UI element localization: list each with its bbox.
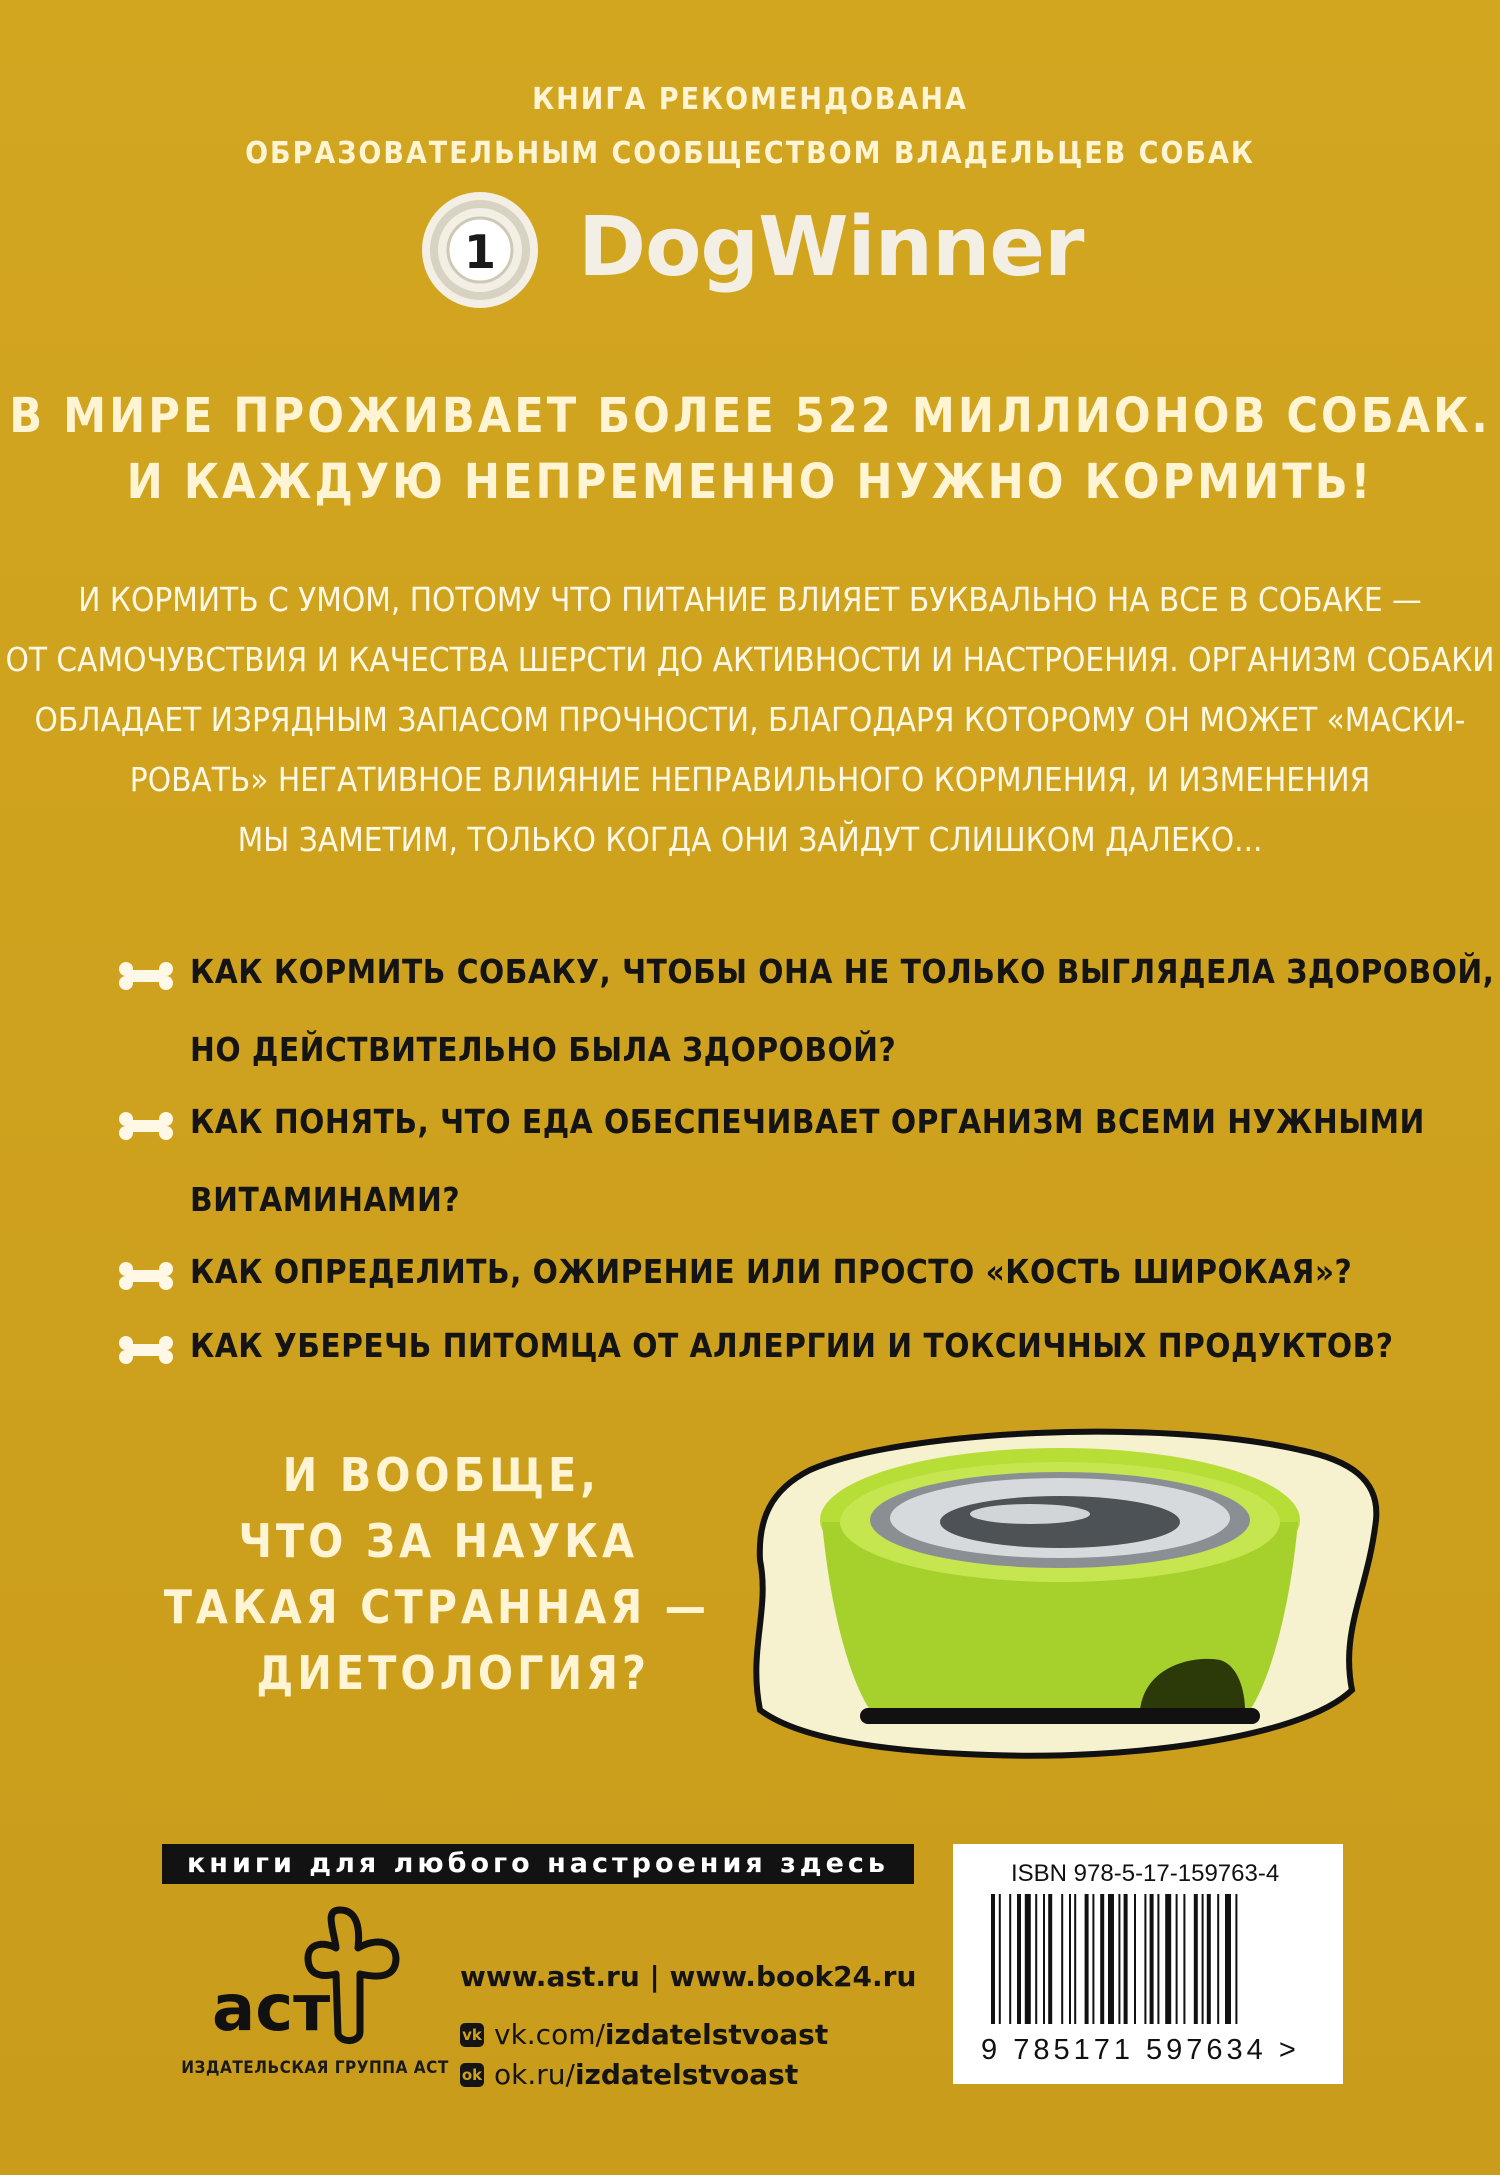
barcode-bar <box>1176 1894 1178 2024</box>
bone-icon <box>118 1112 174 1140</box>
intro-line-3: ОБЛАДАЕТ ИЗРЯДНЫМ ЗАПАСОМ ПРОЧНОСТИ, БЛАГОДАРЯ КОТОРОМУ ОН МОЖЕТ «МАСКИ- <box>34 700 1466 739</box>
bullet-3: КАК ОПРЕДЕЛИТЬ, ОЖИРЕНИЕ ИЛИ ПРОСТО «КОСТЬ ШИРОКАЯ»? <box>190 1252 1353 1291</box>
barcode-bar <box>1225 1894 1231 2024</box>
barcode-bar <box>1009 1894 1011 2024</box>
intro-line-2: ОТ САМОЧУВСТВИЯ И КАЧЕСТВА ШЕРСТИ ДО АКТИВНОСТИ И НАСТРОЕНИЯ. ОРГАНИЗМ СОБАКИ <box>5 640 1495 679</box>
barcode-bar <box>1074 1894 1076 2024</box>
vk-handle: izdatelstvoast <box>604 2018 829 2051</box>
recommendation-line-2: ОБРАЗОВАТЕЛЬНЫМ СООБЩЕСТВОМ ВЛАДЕЛЬЦЕВ СОБАК <box>245 136 1255 171</box>
recommendation-line-1: КНИГА РЕКОМЕНДОВАНА <box>532 82 968 117</box>
ean-rest-digits: 785171 597634 <box>1013 2034 1267 2066</box>
tagline-banner: книги для любого настроения здесь <box>162 1844 914 1884</box>
barcode-bar <box>1043 1894 1045 2024</box>
barcode-bar <box>991 1894 995 2024</box>
barcode-bar <box>1157 1894 1159 2024</box>
barcode-bar <box>1124 1894 1128 2024</box>
barcode-bar <box>1085 1894 1089 2024</box>
website-links[interactable]: www.ast.ru | www.book24.ru <box>460 1960 917 1993</box>
ean-digits <box>981 2034 1300 2067</box>
ok-prefix: ok.ru/ <box>494 2058 575 2091</box>
barcode-bar <box>1150 1894 1154 2024</box>
question-line-4: ДИЕТОЛОГИЯ? <box>256 1646 650 1700</box>
bone-icon <box>118 1262 174 1290</box>
barcode-bar <box>1134 1894 1136 2024</box>
barcode-bar <box>1165 1894 1171 2024</box>
barcode-bar <box>999 1894 1001 2024</box>
isbn-block <box>953 1844 1343 2084</box>
barcode-bar <box>1092 1894 1094 2024</box>
barcode-bar <box>1202 1894 1204 2024</box>
bone-icon <box>118 962 174 990</box>
dogwinner-logo <box>418 188 1084 308</box>
bullet-2-line-1: КАК ПОНЯТЬ, ЧТО ЕДА ОБЕСПЕЧИВАЕТ ОРГАНИЗМ ВСЕМИ НУЖНЫМИ <box>190 1102 1425 1141</box>
ast-logo <box>190 1900 410 2050</box>
intro-line-4: РОВАТЬ» НЕГАТИВНОЕ ВЛИЯНИЕ НЕПРАВИЛЬНОГО КОРМЛЕНИЯ, И ИЗМЕНЕНИЯ <box>129 760 1371 799</box>
barcode-bar <box>1144 1894 1146 2024</box>
barcode-bar <box>1100 1894 1104 2024</box>
headline-line-1: В МИРЕ ПРОЖИВАЕТ БОЛЕЕ 522 МИЛЛИОНОВ СОБАК. <box>9 388 1491 444</box>
ean-first-digit: 9 <box>981 2034 1002 2066</box>
barcode-bar <box>1118 1894 1120 2024</box>
barcode-bar <box>1217 1894 1219 2024</box>
barcode-bar <box>1069 1894 1071 2024</box>
vk-prefix: vk.com/ <box>494 2018 605 2051</box>
dog-bowl-illustration <box>740 1410 1400 1780</box>
barcode-bar <box>1017 1894 1021 2024</box>
isbn-label: ISBN 978-5-17-159763-4 <box>1011 1860 1280 1887</box>
barcode-bar <box>1207 1894 1211 2024</box>
intro-line-1: И КОРМИТЬ С УМОМ, ПОТОМУ ЧТО ПИТАНИЕ ВЛИЯЕТ БУКВАЛЬНО НА ВСЕ В СОБАКЕ — <box>78 580 1422 619</box>
barcode-bar <box>1048 1894 1052 2024</box>
question-line-1: И ВООБЩЕ, <box>282 1448 600 1502</box>
barcode <box>991 1894 1311 2024</box>
brand-name: DogWinner <box>578 200 1084 295</box>
barcode-bar <box>1061 1894 1063 2024</box>
ok-handle: izdatelstvoast <box>574 2058 799 2091</box>
ast-logo-text: аст <box>212 1972 331 2046</box>
barcode-bar <box>1235 1894 1237 2024</box>
bullet-1-line-2: НО ДЕЙСТВИТЕЛЬНО БЫЛА ЗДОРОВОЙ? <box>190 1030 897 1069</box>
badge-number: 1 <box>463 225 497 279</box>
ok-icon: ok <box>460 2063 484 2087</box>
vk-icon: vk <box>460 2023 484 2047</box>
ok-link[interactable] <box>460 2058 798 2091</box>
ean-arrow: > <box>1278 2034 1300 2066</box>
intro-line-5: МЫ ЗАМЕТИМ, ТОЛЬКО КОГДА ОНИ ЗАЙДУТ СЛИШКОМ ДАЛЕКО... <box>237 820 1263 859</box>
question-line-2: ЧТО ЗА НАУКА <box>238 1514 638 1568</box>
barcode-bar <box>1194 1894 1198 2024</box>
barcode-bar <box>1108 1894 1114 2024</box>
bullet-4: КАК УБЕРЕЧЬ ПИТОМЦА ОТ АЛЛЕРГИИ И ТОКСИЧНЫХ ПРОДУКТОВ? <box>190 1326 1394 1365</box>
bullet-2-line-2: ВИТАМИНАМИ? <box>190 1180 461 1219</box>
barcode-bar <box>1183 1894 1185 2024</box>
barcode-bar <box>1025 1894 1031 2024</box>
vk-link[interactable] <box>460 2018 828 2051</box>
headline-line-2: И КАЖДУЮ НЕПРЕМЕННО НУЖНО КОРМИТЬ! <box>126 454 1374 510</box>
bullet-1-line-1: КАК КОРМИТЬ СОБАКУ, ЧТОБЫ ОНА НЕ ТОЛЬКО ВЫГЛЯДЕЛА ЗДОРОВОЙ, <box>190 952 1495 991</box>
question-line-3: ТАКАЯ СТРАННАЯ — <box>163 1580 710 1634</box>
rosette-badge-icon <box>418 188 542 312</box>
publisher-name: ИЗДАТЕЛЬСКАЯ ГРУППА АСТ <box>181 2058 449 2078</box>
bone-icon <box>118 1336 174 1364</box>
barcode-bar <box>1035 1894 1037 2024</box>
